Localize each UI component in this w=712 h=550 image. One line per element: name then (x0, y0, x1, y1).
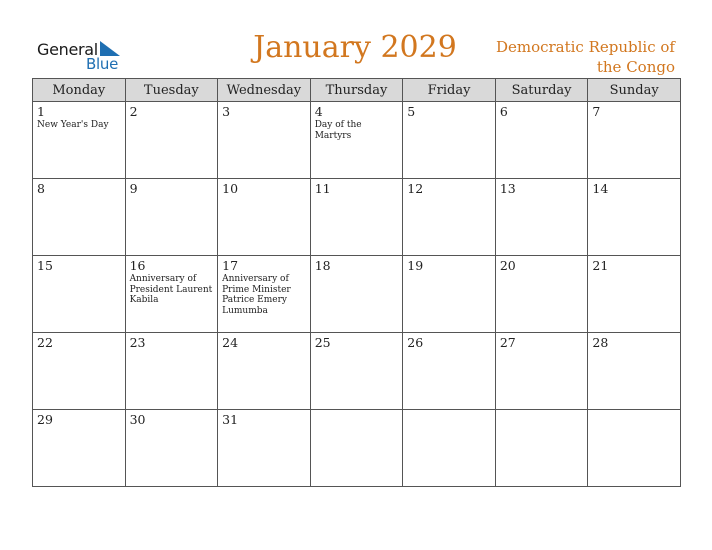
week-row (33, 333, 681, 410)
holiday-label: Day of the Martyrs (314, 120, 362, 141)
day-cell (403, 179, 496, 256)
week-row (33, 102, 681, 179)
day-number: 29 (37, 412, 53, 427)
day-number: 6 (499, 104, 508, 119)
day-cell (218, 179, 311, 256)
day-cell (218, 256, 311, 333)
calendar-grid (32, 78, 681, 487)
weekday-header: Tuesday (125, 79, 218, 102)
day-cell (588, 102, 681, 179)
holiday-label: Anniversary of Prime Minister Patrice Emery Lumumba (222, 274, 291, 316)
weekday-header: Friday (403, 79, 496, 102)
day-number: 17 (222, 258, 239, 273)
day-cell (33, 179, 126, 256)
day-number: 24 (222, 335, 239, 350)
day-cell (33, 333, 126, 410)
day-cell (125, 102, 218, 179)
day-cell (495, 179, 588, 256)
day-cell (33, 410, 126, 487)
day-cell (310, 410, 403, 487)
day-number: 23 (129, 335, 146, 350)
day-number: 12 (407, 181, 424, 196)
day-cell (588, 410, 681, 487)
logo-blue-text: Blue (86, 55, 118, 73)
day-cell (125, 256, 218, 333)
day-cell (310, 256, 403, 333)
country-name: Democratic Republic of the Congo (495, 38, 675, 76)
weekday-header: Wednesday (218, 79, 311, 102)
day-number: 14 (592, 181, 609, 196)
day-number: 1 (37, 104, 45, 119)
day-number: 21 (592, 258, 609, 273)
day-cell (495, 333, 588, 410)
day-number: 27 (499, 335, 516, 350)
day-number: 31 (222, 412, 239, 427)
day-cell (495, 102, 588, 179)
day-cell (310, 179, 403, 256)
day-number: 13 (499, 181, 516, 196)
day-number: 25 (314, 335, 331, 350)
day-cell (495, 256, 588, 333)
day-number: 10 (222, 181, 239, 196)
day-number: 20 (499, 258, 516, 273)
day-cell (125, 333, 218, 410)
day-cell (588, 256, 681, 333)
weekday-header: Saturday (495, 79, 588, 102)
day-number: 8 (37, 181, 45, 196)
day-number: 3 (222, 104, 231, 119)
day-cell (310, 333, 403, 410)
week-row (33, 410, 681, 487)
day-cell (403, 333, 496, 410)
day-cell (495, 410, 588, 487)
week-row (33, 256, 681, 333)
day-cell (403, 410, 496, 487)
day-number: 15 (37, 258, 53, 273)
day-cell (310, 102, 403, 179)
calendar-title: January 2029 (253, 30, 457, 65)
day-number: 28 (592, 335, 609, 350)
holiday-label: New Year's Day (37, 120, 109, 130)
weekday-header-row (33, 79, 681, 102)
day-cell (218, 333, 311, 410)
day-cell (33, 102, 126, 179)
day-cell (218, 410, 311, 487)
day-number: 7 (592, 104, 601, 119)
day-cell (588, 179, 681, 256)
day-cell (125, 179, 218, 256)
day-cell (403, 256, 496, 333)
day-number: 4 (314, 104, 323, 119)
week-row (33, 179, 681, 256)
weekday-header: Thursday (310, 79, 403, 102)
day-cell (403, 102, 496, 179)
day-number: 5 (407, 104, 416, 119)
generalblue-logo (37, 40, 127, 74)
day-cell (125, 410, 218, 487)
day-number: 9 (129, 181, 138, 196)
holiday-label: Anniversary of President Laurent Kabila (129, 274, 213, 305)
day-number: 22 (37, 335, 53, 350)
weekday-header: Monday (33, 79, 126, 102)
day-cell (588, 333, 681, 410)
day-number: 16 (129, 258, 146, 273)
day-cell (33, 256, 126, 333)
logo-general-text: General (37, 40, 98, 59)
day-number: 2 (129, 104, 138, 119)
day-number: 11 (314, 181, 331, 196)
day-number: 30 (129, 412, 146, 427)
day-number: 26 (407, 335, 424, 350)
day-cell (218, 102, 311, 179)
day-number: 19 (407, 258, 424, 273)
day-number: 18 (314, 258, 331, 273)
weekday-header: Sunday (588, 79, 681, 102)
